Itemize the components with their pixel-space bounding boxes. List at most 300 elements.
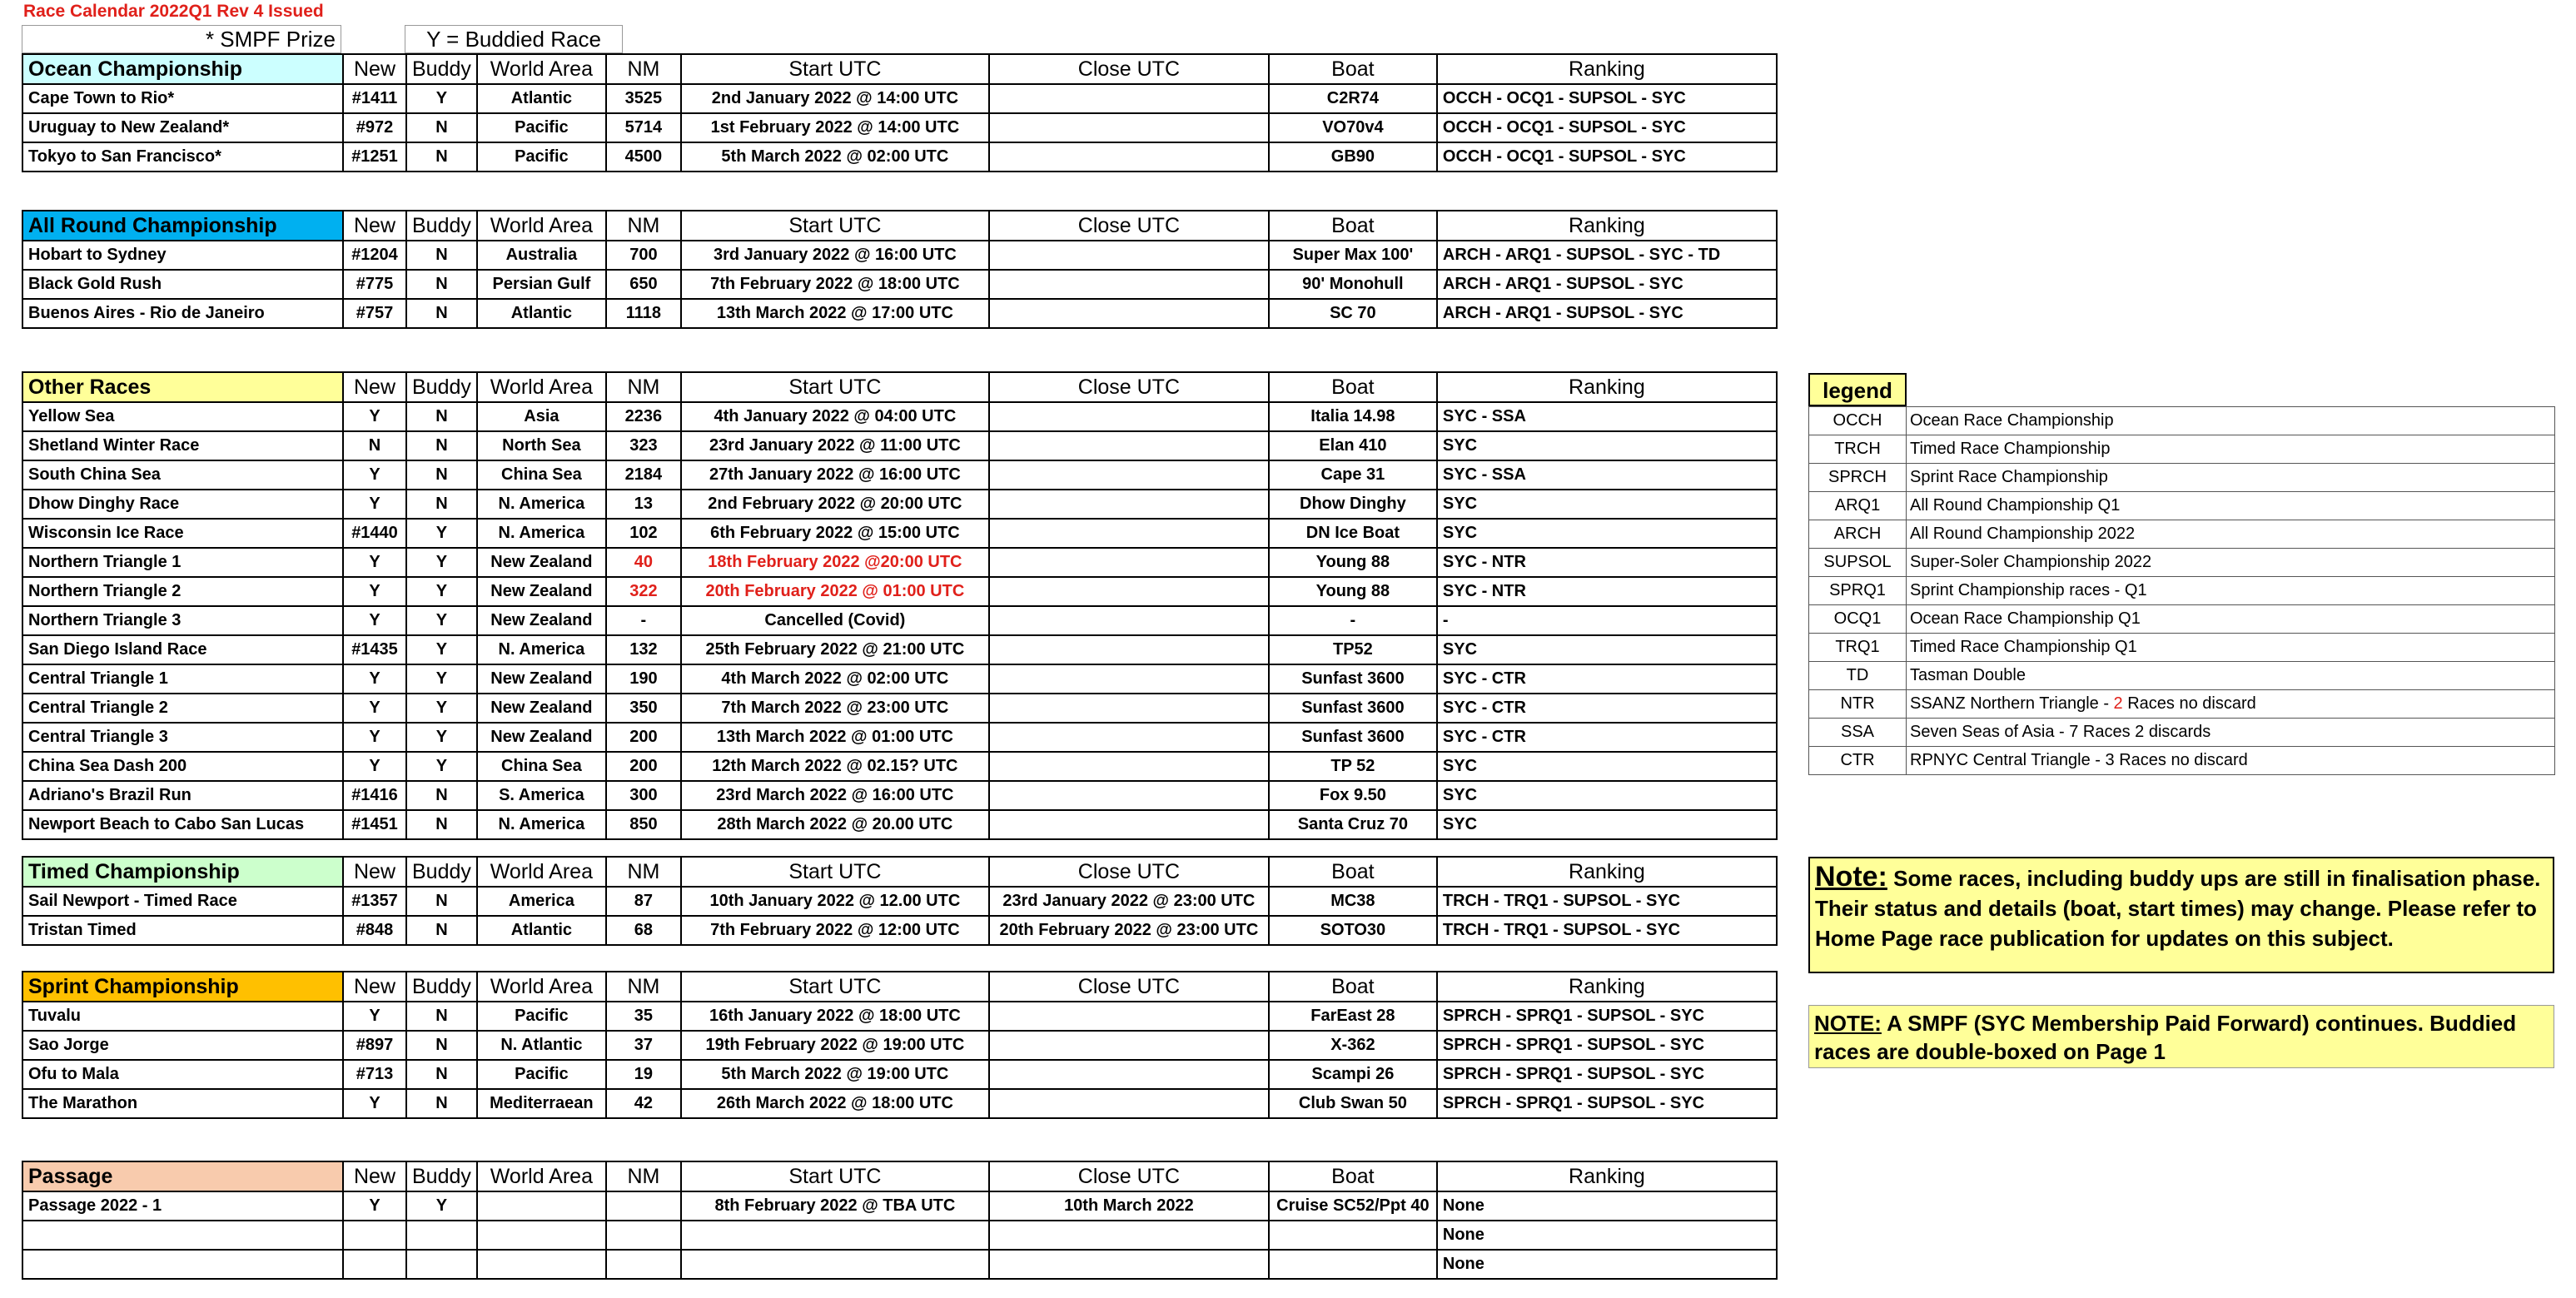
column-header[interactable]: New bbox=[343, 1161, 406, 1191]
table-cell[interactable] bbox=[989, 490, 1269, 519]
table-cell[interactable]: 8th February 2022 @ TBA UTC bbox=[681, 1191, 989, 1221]
legend-title[interactable]: legend bbox=[1808, 373, 1907, 406]
table-cell[interactable]: 4500 bbox=[606, 142, 681, 172]
table-cell[interactable] bbox=[343, 1250, 406, 1279]
table-cell[interactable] bbox=[681, 1250, 989, 1279]
table-cell[interactable]: America bbox=[477, 887, 606, 916]
table-cell[interactable]: 650 bbox=[606, 270, 681, 299]
table-cell[interactable]: #1435 bbox=[343, 635, 406, 664]
table-cell[interactable]: Y bbox=[343, 694, 406, 723]
legend-code[interactable]: ARCH bbox=[1809, 520, 1907, 549]
column-header[interactable]: Start UTC bbox=[681, 372, 989, 402]
column-header[interactable]: New bbox=[343, 211, 406, 241]
column-header[interactable]: Boat bbox=[1269, 972, 1437, 1002]
finalisation-note[interactable] bbox=[1808, 857, 2554, 973]
table-cell[interactable]: SYC bbox=[1437, 490, 1777, 519]
table-cell[interactable]: - bbox=[1269, 606, 1437, 635]
table-cell[interactable]: #1451 bbox=[343, 810, 406, 839]
table-cell[interactable]: SYC bbox=[1437, 752, 1777, 781]
table-cell[interactable]: Persian Gulf bbox=[477, 270, 606, 299]
table-cell[interactable]: 19th February 2022 @ 19:00 UTC bbox=[681, 1031, 989, 1060]
table-cell[interactable]: Central Triangle 1 bbox=[22, 664, 343, 694]
table-cell[interactable]: 5th March 2022 @ 19:00 UTC bbox=[681, 1060, 989, 1089]
table-cell[interactable] bbox=[477, 1191, 606, 1221]
column-header[interactable]: Buddy bbox=[406, 211, 477, 241]
table-cell[interactable]: 3rd January 2022 @ 16:00 UTC bbox=[681, 241, 989, 270]
table-cell[interactable]: Pacific bbox=[477, 1002, 606, 1031]
table-cell[interactable]: 5714 bbox=[606, 113, 681, 142]
column-header[interactable]: NM bbox=[606, 857, 681, 887]
table-cell[interactable]: 23rd January 2022 @ 23:00 UTC bbox=[989, 887, 1269, 916]
table-cell[interactable]: Sao Jorge bbox=[22, 1031, 343, 1060]
table-cell[interactable]: 2nd February 2022 @ 20:00 UTC bbox=[681, 490, 989, 519]
table-cell[interactable] bbox=[606, 1221, 681, 1250]
table-cell[interactable]: 13 bbox=[606, 490, 681, 519]
column-header[interactable]: World Area bbox=[477, 857, 606, 887]
table-cell[interactable]: Y bbox=[406, 752, 477, 781]
table-cell[interactable]: OCCH - OCQ1 - SUPSOL - SYC bbox=[1437, 142, 1777, 172]
table-cell[interactable]: 850 bbox=[606, 810, 681, 839]
table-cell[interactable]: Y bbox=[343, 402, 406, 431]
table-cell[interactable] bbox=[1269, 1250, 1437, 1279]
table-cell[interactable]: 200 bbox=[606, 723, 681, 752]
table-cell[interactable] bbox=[989, 664, 1269, 694]
table-cell[interactable] bbox=[989, 1002, 1269, 1031]
table-cell[interactable]: Y bbox=[406, 723, 477, 752]
table-cell[interactable]: SPRCH - SPRQ1 - SUPSOL - SYC bbox=[1437, 1002, 1777, 1031]
legend-description[interactable]: RPNYC Central Triangle - 3 Races no discard bbox=[1907, 747, 2555, 775]
table-cell[interactable]: Tokyo to San Francisco* bbox=[22, 142, 343, 172]
column-header[interactable]: New bbox=[343, 857, 406, 887]
table-cell[interactable]: Hobart to Sydney bbox=[22, 241, 343, 270]
table-cell[interactable] bbox=[989, 1221, 1269, 1250]
column-header[interactable]: Boat bbox=[1269, 54, 1437, 84]
table-cell[interactable]: SYC bbox=[1437, 635, 1777, 664]
table-cell[interactable] bbox=[681, 1221, 989, 1250]
table-cell[interactable]: Y bbox=[343, 723, 406, 752]
table-cell[interactable]: Y bbox=[343, 606, 406, 635]
table-cell[interactable]: #972 bbox=[343, 113, 406, 142]
table-cell[interactable]: N bbox=[406, 1031, 477, 1060]
table-cell[interactable]: SPRCH - SPRQ1 - SUPSOL - SYC bbox=[1437, 1089, 1777, 1118]
table-cell[interactable]: N bbox=[406, 781, 477, 810]
table-cell[interactable]: #1411 bbox=[343, 84, 406, 113]
table-cell[interactable]: Young 88 bbox=[1269, 577, 1437, 606]
table-cell[interactable]: China Sea bbox=[477, 460, 606, 490]
table-cell[interactable] bbox=[606, 1191, 681, 1221]
table-cell[interactable]: Sunfast 3600 bbox=[1269, 723, 1437, 752]
table-cell[interactable]: Y bbox=[343, 1089, 406, 1118]
table-cell[interactable]: Santa Cruz 70 bbox=[1269, 810, 1437, 839]
table-cell[interactable]: 20th February 2022 @ 01:00 UTC bbox=[681, 577, 989, 606]
table-cell[interactable]: Tuvalu bbox=[22, 1002, 343, 1031]
table-cell[interactable]: Y bbox=[343, 1002, 406, 1031]
table-cell[interactable] bbox=[989, 1060, 1269, 1089]
table-cell[interactable] bbox=[989, 635, 1269, 664]
table-cell[interactable]: 12th March 2022 @ 02.15? UTC bbox=[681, 752, 989, 781]
table-cell[interactable]: 13th March 2022 @ 17:00 UTC bbox=[681, 299, 989, 328]
table-cell[interactable]: Y bbox=[343, 664, 406, 694]
table-cell[interactable]: 25th February 2022 @ 21:00 UTC bbox=[681, 635, 989, 664]
table-cell[interactable]: N bbox=[343, 431, 406, 460]
table-cell[interactable]: Passage 2022 - 1 bbox=[22, 1191, 343, 1221]
table-cell[interactable]: 5th March 2022 @ 02:00 UTC bbox=[681, 142, 989, 172]
table-cell[interactable] bbox=[989, 142, 1269, 172]
column-header[interactable]: Buddy bbox=[406, 857, 477, 887]
legend-description[interactable]: Ocean Race Championship bbox=[1907, 407, 2555, 435]
legend-code[interactable]: NTR bbox=[1809, 690, 1907, 719]
legend-code[interactable]: SPRCH bbox=[1809, 464, 1907, 492]
table-cell[interactable]: SYC - CTR bbox=[1437, 664, 1777, 694]
table-cell[interactable]: 1118 bbox=[606, 299, 681, 328]
table-cell[interactable]: Buenos Aires - Rio de Janeiro bbox=[22, 299, 343, 328]
table-cell[interactable]: 37 bbox=[606, 1031, 681, 1060]
table-cell[interactable] bbox=[989, 781, 1269, 810]
table-cell[interactable]: Super Max 100' bbox=[1269, 241, 1437, 270]
legend-description[interactable]: Timed Race Championship Q1 bbox=[1907, 634, 2555, 662]
table-cell[interactable] bbox=[343, 1221, 406, 1250]
legend-description[interactable]: Super-Soler Championship 2022 bbox=[1907, 549, 2555, 577]
table-cell[interactable]: N bbox=[406, 431, 477, 460]
table-cell[interactable]: N bbox=[406, 810, 477, 839]
table-cell[interactable]: N bbox=[406, 402, 477, 431]
table-cell[interactable] bbox=[606, 1250, 681, 1279]
table-cell[interactable]: TRCH - TRQ1 - SUPSOL - SYC bbox=[1437, 887, 1777, 916]
table-cell[interactable]: 16th January 2022 @ 18:00 UTC bbox=[681, 1002, 989, 1031]
table-cell[interactable]: Ofu to Mala bbox=[22, 1060, 343, 1089]
buddied-race-note[interactable]: Y = Buddied Race bbox=[405, 25, 623, 53]
legend-description[interactable]: Seven Seas of Asia - 7 Races 2 discards bbox=[1907, 719, 2555, 747]
column-header[interactable]: Close UTC bbox=[989, 857, 1269, 887]
column-header[interactable]: Start UTC bbox=[681, 1161, 989, 1191]
table-cell[interactable] bbox=[22, 1250, 343, 1279]
table-cell[interactable]: 2236 bbox=[606, 402, 681, 431]
section-title[interactable]: Timed Championship bbox=[22, 857, 343, 887]
table-cell[interactable]: Sail Newport - Timed Race bbox=[22, 887, 343, 916]
column-header[interactable]: World Area bbox=[477, 1161, 606, 1191]
column-header[interactable]: World Area bbox=[477, 972, 606, 1002]
table-cell[interactable]: New Zealand bbox=[477, 577, 606, 606]
table-cell[interactable]: 90' Monohull bbox=[1269, 270, 1437, 299]
table-cell[interactable]: 19 bbox=[606, 1060, 681, 1089]
table-cell[interactable]: Y bbox=[406, 606, 477, 635]
table-cell[interactable]: Northern Triangle 1 bbox=[22, 548, 343, 577]
table-cell[interactable]: 102 bbox=[606, 519, 681, 548]
table-cell[interactable]: Y bbox=[343, 752, 406, 781]
legend-description[interactable]: All Round Championship Q1 bbox=[1907, 492, 2555, 520]
table-cell[interactable]: Dhow Dinghy bbox=[1269, 490, 1437, 519]
legend-code[interactable]: SUPSOL bbox=[1809, 549, 1907, 577]
table-cell[interactable] bbox=[989, 723, 1269, 752]
column-header[interactable]: Ranking bbox=[1437, 1161, 1777, 1191]
table-cell[interactable]: SOTO30 bbox=[1269, 916, 1437, 945]
table-cell[interactable]: Pacific bbox=[477, 142, 606, 172]
legend-code[interactable]: OCCH bbox=[1809, 407, 1907, 435]
table-cell[interactable]: Scampi 26 bbox=[1269, 1060, 1437, 1089]
legend-code[interactable]: CTR bbox=[1809, 747, 1907, 775]
table-cell[interactable]: Wisconsin Ice Race bbox=[22, 519, 343, 548]
table-cell[interactable]: 23rd January 2022 @ 11:00 UTC bbox=[681, 431, 989, 460]
table-cell[interactable]: Y bbox=[406, 577, 477, 606]
table-cell[interactable]: Newport Beach to Cabo San Lucas bbox=[22, 810, 343, 839]
table-cell[interactable]: SYC - SSA bbox=[1437, 402, 1777, 431]
table-cell[interactable]: X-362 bbox=[1269, 1031, 1437, 1060]
table-cell[interactable]: TP 52 bbox=[1269, 752, 1437, 781]
table-cell[interactable] bbox=[989, 270, 1269, 299]
table-cell[interactable]: - bbox=[1437, 606, 1777, 635]
column-header[interactable]: Boat bbox=[1269, 857, 1437, 887]
legend-code[interactable]: TRCH bbox=[1809, 435, 1907, 464]
table-cell[interactable]: SYC - SSA bbox=[1437, 460, 1777, 490]
table-cell[interactable]: Shetland Winter Race bbox=[22, 431, 343, 460]
table-cell[interactable]: Asia bbox=[477, 402, 606, 431]
table-cell[interactable]: Young 88 bbox=[1269, 548, 1437, 577]
table-cell[interactable]: GB90 bbox=[1269, 142, 1437, 172]
table-cell[interactable]: SC 70 bbox=[1269, 299, 1437, 328]
table-cell[interactable]: 132 bbox=[606, 635, 681, 664]
table-cell[interactable]: South China Sea bbox=[22, 460, 343, 490]
table-cell[interactable]: Pacific bbox=[477, 1060, 606, 1089]
table-cell[interactable]: Central Triangle 3 bbox=[22, 723, 343, 752]
table-cell[interactable]: Y bbox=[406, 519, 477, 548]
column-header[interactable]: Buddy bbox=[406, 372, 477, 402]
table-cell[interactable]: N bbox=[406, 113, 477, 142]
table-cell[interactable]: 322 bbox=[606, 577, 681, 606]
table-cell[interactable]: SPRCH - SPRQ1 - SUPSOL - SYC bbox=[1437, 1031, 1777, 1060]
table-cell[interactable]: VO70v4 bbox=[1269, 113, 1437, 142]
table-cell[interactable]: #1357 bbox=[343, 887, 406, 916]
table-cell[interactable]: N bbox=[406, 460, 477, 490]
column-header[interactable]: New bbox=[343, 54, 406, 84]
table-cell[interactable] bbox=[989, 1031, 1269, 1060]
table-cell[interactable]: 190 bbox=[606, 664, 681, 694]
legend-code[interactable]: OCQ1 bbox=[1809, 605, 1907, 634]
table-cell[interactable]: Cape 31 bbox=[1269, 460, 1437, 490]
table-cell[interactable]: 28th March 2022 @ 20.00 UTC bbox=[681, 810, 989, 839]
table-cell[interactable]: 700 bbox=[606, 241, 681, 270]
column-header[interactable]: World Area bbox=[477, 54, 606, 84]
table-cell[interactable]: N bbox=[406, 299, 477, 328]
table-cell[interactable]: Y bbox=[406, 635, 477, 664]
table-cell[interactable]: 7th February 2022 @ 12:00 UTC bbox=[681, 916, 989, 945]
table-cell[interactable]: FarEast 28 bbox=[1269, 1002, 1437, 1031]
table-cell[interactable]: 87 bbox=[606, 887, 681, 916]
table-cell[interactable]: Y bbox=[343, 1191, 406, 1221]
column-header[interactable]: NM bbox=[606, 372, 681, 402]
table-cell[interactable]: #775 bbox=[343, 270, 406, 299]
table-cell[interactable]: N bbox=[406, 916, 477, 945]
legend-code[interactable]: ARQ1 bbox=[1809, 492, 1907, 520]
table-cell[interactable]: Y bbox=[406, 1191, 477, 1221]
table-cell[interactable] bbox=[989, 1089, 1269, 1118]
column-header[interactable]: Start UTC bbox=[681, 972, 989, 1002]
column-header[interactable]: Buddy bbox=[406, 1161, 477, 1191]
section-title[interactable]: Passage bbox=[22, 1161, 343, 1191]
table-cell[interactable]: #848 bbox=[343, 916, 406, 945]
table-cell[interactable]: C2R74 bbox=[1269, 84, 1437, 113]
table-cell[interactable]: None bbox=[1437, 1221, 1777, 1250]
legend-description[interactable]: Tasman Double bbox=[1907, 662, 2555, 690]
legend-description[interactable]: SSANZ Northern Triangle - 2 Races no discard bbox=[1907, 690, 2555, 719]
table-cell[interactable]: SYC bbox=[1437, 781, 1777, 810]
smpf-membership-note[interactable] bbox=[1808, 1005, 2554, 1068]
table-cell[interactable]: Club Swan 50 bbox=[1269, 1089, 1437, 1118]
table-cell[interactable]: ARCH - ARQ1 - SUPSOL - SYC bbox=[1437, 270, 1777, 299]
smpf-prize-note[interactable]: * SMPF Prize bbox=[22, 25, 341, 53]
column-header[interactable]: New bbox=[343, 972, 406, 1002]
column-header[interactable]: New bbox=[343, 372, 406, 402]
table-cell[interactable]: ARCH - ARQ1 - SUPSOL - SYC - TD bbox=[1437, 241, 1777, 270]
table-cell[interactable]: Atlantic bbox=[477, 299, 606, 328]
section-title[interactable]: Sprint Championship bbox=[22, 972, 343, 1002]
table-cell[interactable]: New Zealand bbox=[477, 606, 606, 635]
table-cell[interactable]: 35 bbox=[606, 1002, 681, 1031]
table-cell[interactable]: Italia 14.98 bbox=[1269, 402, 1437, 431]
table-cell[interactable] bbox=[989, 299, 1269, 328]
table-cell[interactable]: 4th January 2022 @ 04:00 UTC bbox=[681, 402, 989, 431]
table-cell[interactable]: 2nd January 2022 @ 14:00 UTC bbox=[681, 84, 989, 113]
table-cell[interactable]: #897 bbox=[343, 1031, 406, 1060]
legend-code[interactable]: SPRQ1 bbox=[1809, 577, 1907, 605]
table-cell[interactable]: 2184 bbox=[606, 460, 681, 490]
table-cell[interactable]: None bbox=[1437, 1191, 1777, 1221]
table-cell[interactable] bbox=[22, 1221, 343, 1250]
table-cell[interactable]: SYC bbox=[1437, 431, 1777, 460]
table-cell[interactable]: Uruguay to New Zealand* bbox=[22, 113, 343, 142]
table-cell[interactable]: Atlantic bbox=[477, 84, 606, 113]
table-cell[interactable]: #1416 bbox=[343, 781, 406, 810]
table-cell[interactable]: SYC - CTR bbox=[1437, 694, 1777, 723]
column-header[interactable]: Ranking bbox=[1437, 54, 1777, 84]
table-cell[interactable]: 7th March 2022 @ 23:00 UTC bbox=[681, 694, 989, 723]
table-cell[interactable]: Y bbox=[406, 664, 477, 694]
table-cell[interactable]: China Sea bbox=[477, 752, 606, 781]
table-cell[interactable]: The Marathon bbox=[22, 1089, 343, 1118]
table-cell[interactable] bbox=[989, 694, 1269, 723]
table-cell[interactable]: Mediterraean bbox=[477, 1089, 606, 1118]
column-header[interactable]: Boat bbox=[1269, 1161, 1437, 1191]
table-cell[interactable]: 10th January 2022 @ 12.00 UTC bbox=[681, 887, 989, 916]
table-cell[interactable]: 200 bbox=[606, 752, 681, 781]
column-header[interactable]: Ranking bbox=[1437, 211, 1777, 241]
table-cell[interactable]: DN Ice Boat bbox=[1269, 519, 1437, 548]
table-cell[interactable]: N bbox=[406, 490, 477, 519]
table-cell[interactable] bbox=[989, 84, 1269, 113]
table-cell[interactable]: #1440 bbox=[343, 519, 406, 548]
table-cell[interactable]: 7th February 2022 @ 18:00 UTC bbox=[681, 270, 989, 299]
table-cell[interactable]: N. Atlantic bbox=[477, 1031, 606, 1060]
table-cell[interactable]: 23rd March 2022 @ 16:00 UTC bbox=[681, 781, 989, 810]
table-cell[interactable]: Y bbox=[343, 490, 406, 519]
column-header[interactable]: Boat bbox=[1269, 372, 1437, 402]
table-cell[interactable]: N bbox=[406, 1002, 477, 1031]
table-cell[interactable]: 300 bbox=[606, 781, 681, 810]
table-cell[interactable]: Dhow Dinghy Race bbox=[22, 490, 343, 519]
table-cell[interactable]: Atlantic bbox=[477, 916, 606, 945]
legend-description[interactable]: Sprint Race Championship bbox=[1907, 464, 2555, 492]
table-cell[interactable]: New Zealand bbox=[477, 664, 606, 694]
table-cell[interactable]: #713 bbox=[343, 1060, 406, 1089]
table-cell[interactable]: 350 bbox=[606, 694, 681, 723]
table-cell[interactable] bbox=[989, 810, 1269, 839]
table-cell[interactable]: Y bbox=[406, 84, 477, 113]
table-cell[interactable]: 10th March 2022 bbox=[989, 1191, 1269, 1221]
table-cell[interactable]: - bbox=[606, 606, 681, 635]
column-header[interactable]: Buddy bbox=[406, 972, 477, 1002]
table-cell[interactable]: Black Gold Rush bbox=[22, 270, 343, 299]
column-header[interactable]: Boat bbox=[1269, 211, 1437, 241]
table-cell[interactable] bbox=[989, 113, 1269, 142]
table-cell[interactable]: Sunfast 3600 bbox=[1269, 694, 1437, 723]
table-cell[interactable]: #757 bbox=[343, 299, 406, 328]
column-header[interactable]: Close UTC bbox=[989, 54, 1269, 84]
table-cell[interactable] bbox=[989, 402, 1269, 431]
legend-description[interactable]: Timed Race Championship bbox=[1907, 435, 2555, 464]
table-cell[interactable] bbox=[989, 577, 1269, 606]
table-cell[interactable] bbox=[406, 1221, 477, 1250]
table-cell[interactable]: N bbox=[406, 241, 477, 270]
table-cell[interactable]: #1204 bbox=[343, 241, 406, 270]
table-cell[interactable]: New Zealand bbox=[477, 723, 606, 752]
table-cell[interactable]: Cancelled (Covid) bbox=[681, 606, 989, 635]
column-header[interactable]: Ranking bbox=[1437, 372, 1777, 402]
legend-code[interactable]: TRQ1 bbox=[1809, 634, 1907, 662]
table-cell[interactable]: N bbox=[406, 1060, 477, 1089]
table-cell[interactable] bbox=[989, 431, 1269, 460]
column-header[interactable]: Ranking bbox=[1437, 972, 1777, 1002]
table-cell[interactable]: #1251 bbox=[343, 142, 406, 172]
table-cell[interactable]: OCCH - OCQ1 - SUPSOL - SYC bbox=[1437, 84, 1777, 113]
table-cell[interactable]: Cruise SC52/Ppt 40 bbox=[1269, 1191, 1437, 1221]
table-cell[interactable]: 13th March 2022 @ 01:00 UTC bbox=[681, 723, 989, 752]
table-cell[interactable]: Tristan Timed bbox=[22, 916, 343, 945]
column-header[interactable]: Close UTC bbox=[989, 972, 1269, 1002]
table-cell[interactable]: New Zealand bbox=[477, 694, 606, 723]
table-cell[interactable]: Northern Triangle 3 bbox=[22, 606, 343, 635]
table-cell[interactable]: SYC bbox=[1437, 519, 1777, 548]
table-cell[interactable]: Y bbox=[343, 577, 406, 606]
table-cell[interactable]: 68 bbox=[606, 916, 681, 945]
column-header[interactable]: Start UTC bbox=[681, 54, 989, 84]
table-cell[interactable] bbox=[477, 1250, 606, 1279]
table-cell[interactable] bbox=[406, 1250, 477, 1279]
table-cell[interactable] bbox=[989, 548, 1269, 577]
table-cell[interactable] bbox=[989, 752, 1269, 781]
table-cell[interactable]: Y bbox=[343, 548, 406, 577]
table-cell[interactable] bbox=[989, 460, 1269, 490]
column-header[interactable]: World Area bbox=[477, 372, 606, 402]
table-cell[interactable]: 1st February 2022 @ 14:00 UTC bbox=[681, 113, 989, 142]
section-title[interactable]: All Round Championship bbox=[22, 211, 343, 241]
table-cell[interactable]: 18th February 2022 @20:00 UTC bbox=[681, 548, 989, 577]
table-cell[interactable]: 27th January 2022 @ 16:00 UTC bbox=[681, 460, 989, 490]
table-cell[interactable] bbox=[1269, 1221, 1437, 1250]
column-header[interactable]: Ranking bbox=[1437, 857, 1777, 887]
table-cell[interactable]: N bbox=[406, 887, 477, 916]
table-cell[interactable] bbox=[989, 1250, 1269, 1279]
table-cell[interactable]: 4th March 2022 @ 02:00 UTC bbox=[681, 664, 989, 694]
table-cell[interactable]: Fox 9.50 bbox=[1269, 781, 1437, 810]
table-cell[interactable]: Central Triangle 2 bbox=[22, 694, 343, 723]
table-cell[interactable] bbox=[989, 519, 1269, 548]
table-cell[interactable]: OCCH - OCQ1 - SUPSOL - SYC bbox=[1437, 113, 1777, 142]
table-cell[interactable]: SYC bbox=[1437, 810, 1777, 839]
table-cell[interactable]: N bbox=[406, 1089, 477, 1118]
column-header[interactable]: Close UTC bbox=[989, 1161, 1269, 1191]
table-cell[interactable]: Sunfast 3600 bbox=[1269, 664, 1437, 694]
column-header[interactable]: NM bbox=[606, 1161, 681, 1191]
table-cell[interactable]: N. America bbox=[477, 519, 606, 548]
